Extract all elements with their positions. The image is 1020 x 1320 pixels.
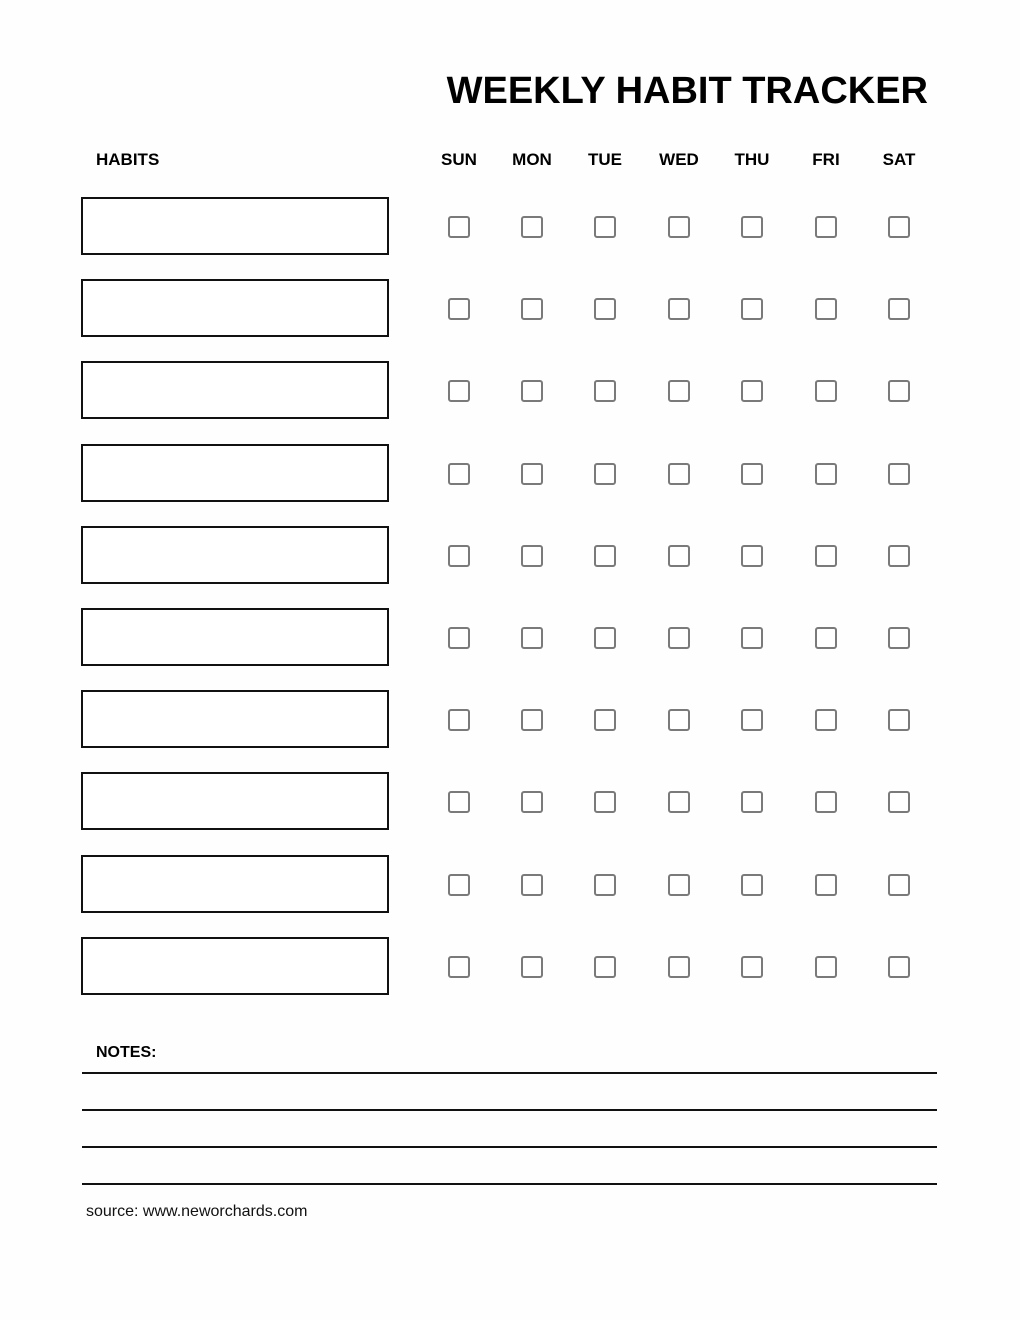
habit-checkbox-thu[interactable] [741,709,763,731]
habit-checkbox-tue[interactable] [594,791,616,813]
notes-line[interactable] [82,1146,937,1148]
habit-checkbox-wed[interactable] [668,874,690,896]
habit-checkbox-mon[interactable] [521,216,543,238]
habit-checkbox-sun[interactable] [448,956,470,978]
day-header-wed: WED [659,150,699,169]
habit-checkbox-thu[interactable] [741,545,763,567]
habit-checkbox-tue[interactable] [594,380,616,402]
habit-checkbox-mon[interactable] [521,545,543,567]
notes-line[interactable] [82,1183,937,1185]
habit-checkbox-thu[interactable] [741,791,763,813]
habit-checkbox-sat[interactable] [888,874,910,896]
habit-name-field[interactable] [81,197,389,255]
habit-checkbox-mon[interactable] [521,791,543,813]
habit-checkbox-fri[interactable] [815,956,837,978]
habit-checkbox-sat[interactable] [888,627,910,649]
habit-checkbox-wed[interactable] [668,956,690,978]
habit-checkbox-tue[interactable] [594,627,616,649]
notes-line[interactable] [82,1109,937,1111]
habit-checkbox-tue[interactable] [594,956,616,978]
habit-checkbox-mon[interactable] [521,380,543,402]
habit-checkbox-wed[interactable] [668,791,690,813]
habit-checkbox-sun[interactable] [448,709,470,731]
habit-name-field[interactable] [81,937,389,995]
day-header-thu: THU [734,150,770,169]
habit-checkbox-sun[interactable] [448,380,470,402]
habit-checkbox-thu[interactable] [741,463,763,485]
habit-checkbox-fri[interactable] [815,627,837,649]
habit-checkbox-tue[interactable] [594,545,616,567]
habit-checkbox-tue[interactable] [594,709,616,731]
habit-checkbox-sat[interactable] [888,463,910,485]
habit-checkbox-sun[interactable] [448,216,470,238]
day-header-tue: TUE [588,150,622,169]
notes-label: NOTES: [96,1044,157,1061]
page-title: WEEKLY HABIT TRACKER [446,70,928,112]
habit-checkbox-mon[interactable] [521,463,543,485]
habit-checkbox-fri[interactable] [815,380,837,402]
habit-checkbox-thu[interactable] [741,874,763,896]
habit-checkbox-mon[interactable] [521,627,543,649]
habit-checkbox-tue[interactable] [594,216,616,238]
habit-checkbox-thu[interactable] [741,380,763,402]
habit-name-field[interactable] [81,361,389,419]
day-header-mon: MON [512,150,552,169]
habit-checkbox-sat[interactable] [888,709,910,731]
habit-checkbox-thu[interactable] [741,956,763,978]
habit-checkbox-mon[interactable] [521,874,543,896]
day-header-sat: SAT [882,150,916,169]
habit-checkbox-sat[interactable] [888,298,910,320]
habit-checkbox-fri[interactable] [815,298,837,320]
habit-checkbox-mon[interactable] [521,956,543,978]
habit-checkbox-fri[interactable] [815,463,837,485]
habit-checkbox-sun[interactable] [448,545,470,567]
habit-checkbox-fri[interactable] [815,874,837,896]
habit-checkbox-sat[interactable] [888,216,910,238]
habit-checkbox-fri[interactable] [815,709,837,731]
habit-checkbox-thu[interactable] [741,216,763,238]
habit-checkbox-sat[interactable] [888,545,910,567]
habit-name-field[interactable] [81,279,389,337]
habit-checkbox-sat[interactable] [888,380,910,402]
habit-name-field[interactable] [81,855,389,913]
habit-checkbox-sun[interactable] [448,298,470,320]
habit-checkbox-thu[interactable] [741,298,763,320]
habit-checkbox-thu[interactable] [741,627,763,649]
habit-checkbox-fri[interactable] [815,545,837,567]
habit-checkbox-wed[interactable] [668,216,690,238]
habit-checkbox-wed[interactable] [668,545,690,567]
day-header-fri: FRI [812,150,840,169]
habits-column-header: HABITS [96,150,160,169]
habit-checkbox-mon[interactable] [521,709,543,731]
habit-checkbox-mon[interactable] [521,298,543,320]
habit-name-field[interactable] [81,444,389,502]
habit-checkbox-sun[interactable] [448,874,470,896]
habit-checkbox-tue[interactable] [594,463,616,485]
habit-checkbox-wed[interactable] [668,380,690,402]
habit-name-field[interactable] [81,608,389,666]
habit-checkbox-wed[interactable] [668,298,690,320]
habit-name-field[interactable] [81,526,389,584]
habit-name-field[interactable] [81,690,389,748]
habit-checkbox-fri[interactable] [815,791,837,813]
habit-checkbox-sat[interactable] [888,956,910,978]
habit-checkbox-sun[interactable] [448,627,470,649]
habit-checkbox-wed[interactable] [668,627,690,649]
habit-checkbox-sun[interactable] [448,791,470,813]
habit-checkbox-sun[interactable] [448,463,470,485]
habit-name-field[interactable] [81,772,389,830]
habit-checkbox-tue[interactable] [594,874,616,896]
habit-checkbox-wed[interactable] [668,463,690,485]
day-header-sun: SUN [441,150,477,169]
source-credit: source: www.neworchards.com [86,1203,308,1220]
habit-checkbox-sat[interactable] [888,791,910,813]
habit-checkbox-tue[interactable] [594,298,616,320]
habit-checkbox-wed[interactable] [668,709,690,731]
notes-line[interactable] [82,1072,937,1074]
habit-checkbox-fri[interactable] [815,216,837,238]
